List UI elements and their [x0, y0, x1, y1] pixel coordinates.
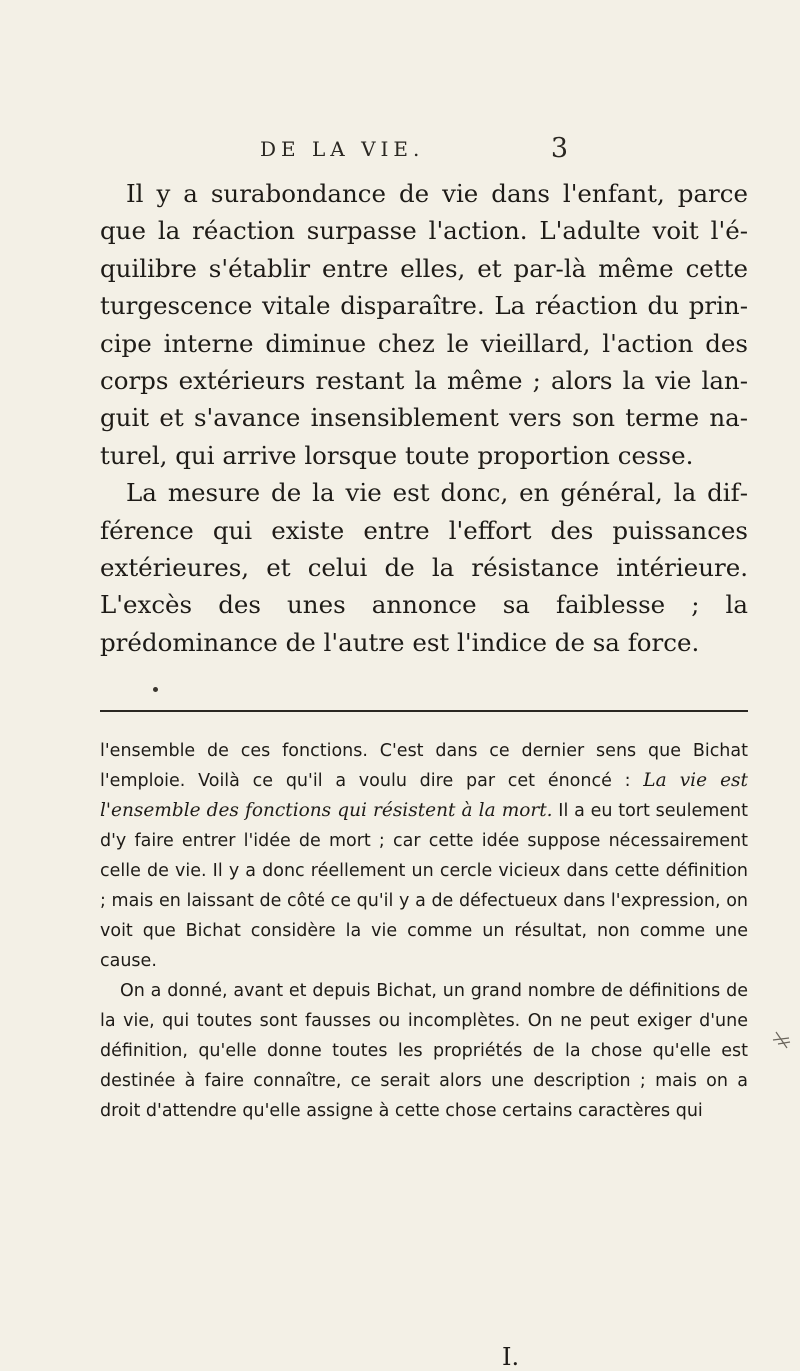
footnote-quote: La vie est l'ensemble des fonctions qui résistent à la mort.: [100, 770, 748, 821]
footnote-text-after: Il a eu tort seulement d'y faire entrer l'idée de mort ; car cette idée suppose nécessairement celle de vie. Il y a donc réellement un cercle vicieux dans cette définition ; mais en laissant de côté ce qu'il y a de défectueux dans l'expression, on voit que Bichat considère la vie comme un résultat, non comme une cause.: [100, 801, 748, 971]
footnote-rule: [100, 710, 748, 712]
main-text: [100, 175, 748, 661]
footnote-paragraph-1: [100, 736, 748, 976]
running-head: [238, 133, 568, 167]
footnote: [100, 736, 748, 1126]
ink-dot: [153, 687, 158, 692]
signature-mark: I.: [502, 1343, 520, 1371]
margin-pencil-mark-icon: [770, 1028, 792, 1052]
footnote-paragraph-2: On a donné, avant et depuis Bichat, un grand nombre de définitions de la vie, qui toutes sont fausses ou incomplètes. On ne peut exiger d'une définition, qu'elle donne toutes les propriétés de la chose qu'elle est destinée à faire connaître, ce serait alors une description ; mais on a droit d'attendre qu'elle assigne à cette chose certains caractères qui: [100, 981, 748, 1121]
page-number: 3: [550, 133, 568, 164]
running-title: DE LA VIE.: [260, 137, 425, 161]
footnote-text-before: l'ensemble de ces fonctions. C'est dans ce dernier sens que Bichat l'emploie. Voilà ce qu'il a voulu dire par cet énoncé :: [100, 741, 748, 791]
main-paragraph-1: Il y a surabondance de vie dans l'enfant, parce que la réaction surpasse l'action. L'adulte voit l'équilibre s'établir entre elles, et par-là même cette turgescence vitale disparaître. La réaction du principe interne diminue chez le vieillard, l'action des corps extérieurs restant la même ; alors la vie languit et s'avance insensiblement vers son terme naturel, qui arrive lorsque toute proportion cesse.: [100, 179, 748, 470]
main-paragraph-2: La mesure de la vie est donc, en général, la différence qui existe entre l'effort des puissances extérieures, et celui de la résistance intérieure. L'excès des unes annonce sa faiblesse ; la prédominance de l'autre est l'indice de sa force.: [100, 478, 748, 657]
